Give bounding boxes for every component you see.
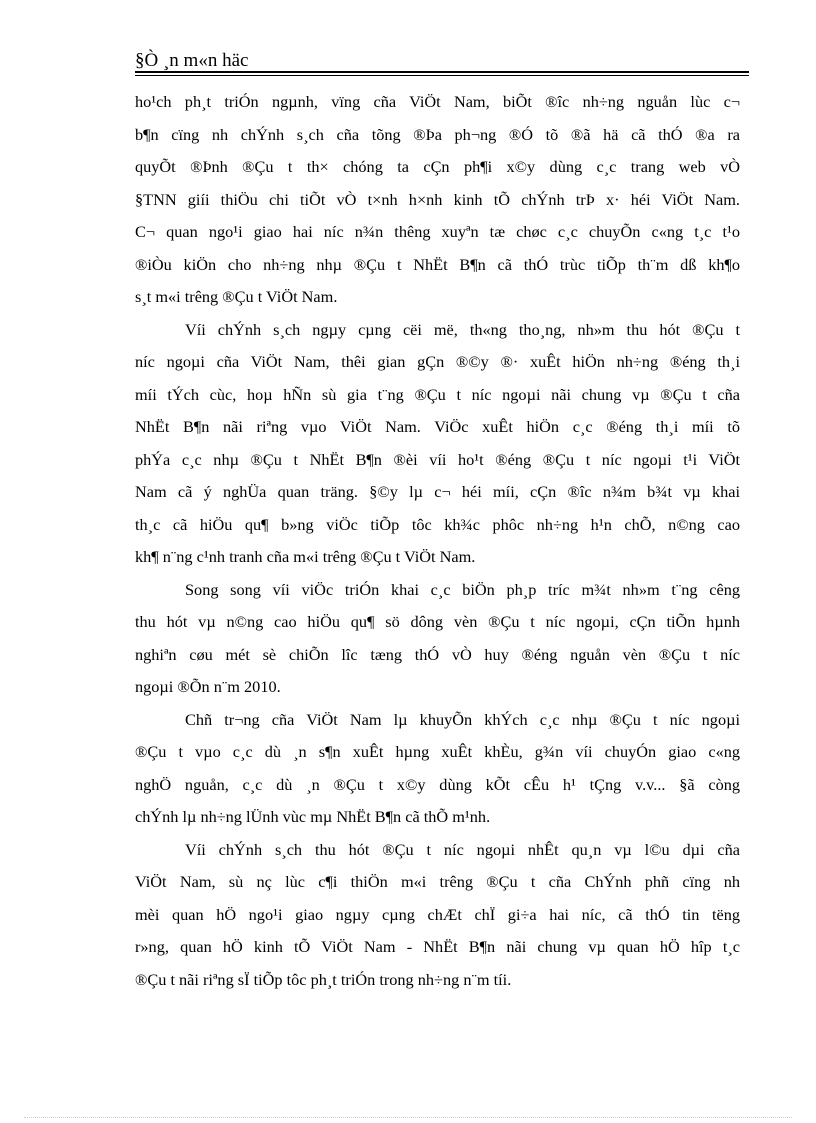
text-line: ®iÒu kiÖn cho nh÷ng nhµ ®Çu t NhËt B¶n cã thÓ trùc tiÕp th¨m dß kh¶o <box>135 254 740 274</box>
text-line: níc ngoµi cña ViÖt Nam, thêi gian gÇn ®©y ®· xuÊt hiÖn nh÷ng ®éng th¸i <box>135 352 740 371</box>
text-line: §TNN giíi thiÖu chi tiÕt vÒ t×nh h×nh kinh tÕ chÝnh trÞ x· héi ViÖt Nam. <box>135 189 740 209</box>
text-line: b¶n cïng nh chÝnh s¸ch cña tõng ®Þa ph¬ng ®Ó tõ ®ã hä cã thÓ ®a ra <box>135 124 740 144</box>
text-line: r»ng, quan hÖ kinh tÕ ViÖt Nam - NhËt B¶n nãi chung vµ quan hÖ hîp t¸c <box>135 937 740 956</box>
text-line: Chñ tr¬ng cña ViÖt Nam lµ khuyÕn khÝch c¸c nhµ ®Çu t níc ngoµi <box>185 709 740 729</box>
paragraph <box>135 704 740 834</box>
text-line: phÝa c¸c nhµ ®Çu t NhËt B¶n ®èi víi ho¹t ®éng ®Çu t níc ngoµi t¹i ViÖt <box>135 449 740 469</box>
text-line: chÝnh lµ nh÷ng lÜnh vùc mµ NhËt B¶n cã thÕ m¹nh. <box>135 807 491 826</box>
header-rule-thick <box>135 71 749 73</box>
text-line: Song song víi viÖc triÓn khai c¸c biÖn ph¸p tríc m¾t nh»m t¨ng cêng <box>185 579 740 599</box>
text-line: C¬ quan ngo¹i giao hai níc n¾n thêng xuyªn tæ chøc c¸c chuyÕn c«ng t¸c t¹o <box>135 222 740 241</box>
text-line: thu hót vµ n©ng cao hiÖu qu¶ sö dông vèn ®Çu t níc ngoµi, cÇn tiÕn hµnh <box>135 612 740 631</box>
text-line: Víi chÝnh s¸ch thu hót ®Çu t níc ngoµi nhÊt qu¸n vµ l©u dµi cña <box>185 839 740 859</box>
text-line: ®Çu t nãi riªng sÏ tiÕp tôc ph¸t triÓn trong nh÷ng n¨m tíi. <box>135 969 512 989</box>
paragraph <box>135 574 740 704</box>
text-line: Nam cã ý nghÜa quan träng. §©y lµ c¬ héi míi, cÇn ®îc n¾m b¾t vµ khai <box>135 482 740 501</box>
header-title: §Ò ¸n m«n häc <box>135 50 249 71</box>
text-line: ®Çu t vµo c¸c dù ¸n s¶n xuÊt hµng xuÊt khÈu, g¾n víi chuyÓn giao c«ng <box>135 742 740 761</box>
text-line: míi tÝch cùc, hoµ hÑn sù gia t¨ng ®Çu t níc ngoµi nãi chung vµ ®Çu t cña <box>135 384 740 404</box>
text-line: ho¹ch ph¸t triÓn ngµnh, vïng cña ViÖt Nam, biÕt ®îc nh÷ng nguån lùc c¬ <box>135 92 740 111</box>
text-line: th¸c cã hiÖu qu¶ b»ng viÖc tiÕp tôc kh¾c phôc nh÷ng h¹n chÕ, n©ng cao <box>135 514 740 534</box>
text-line: Víi chÝnh s¸ch ngµy cµng cëi më, th«ng tho¸ng, nh»m thu hót ®Çu t <box>185 319 740 339</box>
text-line: nghÖ nguån, c¸c dù ¸n ®Çu t x©y dùng kÕt cÊu h¹ tÇng v.v... §ã còng <box>135 774 740 794</box>
text-line: ngoµi ®Õn n¨m 2010. <box>135 677 281 696</box>
text-line: mèi quan hÖ ngo¹i giao ngµy cµng chÆt chÏ gi÷a hai níc, cã thÓ tin tëng <box>135 904 740 924</box>
text-line: kh¶ n¨ng c¹nh tranh cña m«i trêng ®Çu t ViÖt Nam. <box>135 547 476 566</box>
paragraph <box>135 86 740 314</box>
text-line: NhËt B¶n nãi riªng vµo ViÖt Nam. ViÖc xuÊt hiÖn c¸c ®éng th¸i míi tõ <box>135 417 740 436</box>
paragraph <box>135 834 740 997</box>
page-header <box>135 49 749 77</box>
paragraph <box>135 314 740 574</box>
footer-divider <box>24 1117 792 1118</box>
document-body <box>135 86 740 996</box>
text-line: s¸t m«i trêng ®Çu t ViÖt Nam. <box>135 287 338 306</box>
text-line: quyÕt ®Þnh ®Çu t th× chóng ta cÇn ph¶i x©y dùng c¸c trang web vÒ <box>135 157 740 176</box>
header-rule-thin <box>135 75 749 76</box>
text-line: nghiªn cøu mét sè chiÕn lîc tæng thÓ vÒ huy ®éng nguån vèn ®Çu t níc <box>135 644 740 664</box>
text-line: ViÖt Nam, sù nç lùc c¶i thiÖn m«i trêng ®Çu t cña ChÝnh phñ cïng nh <box>135 872 740 891</box>
